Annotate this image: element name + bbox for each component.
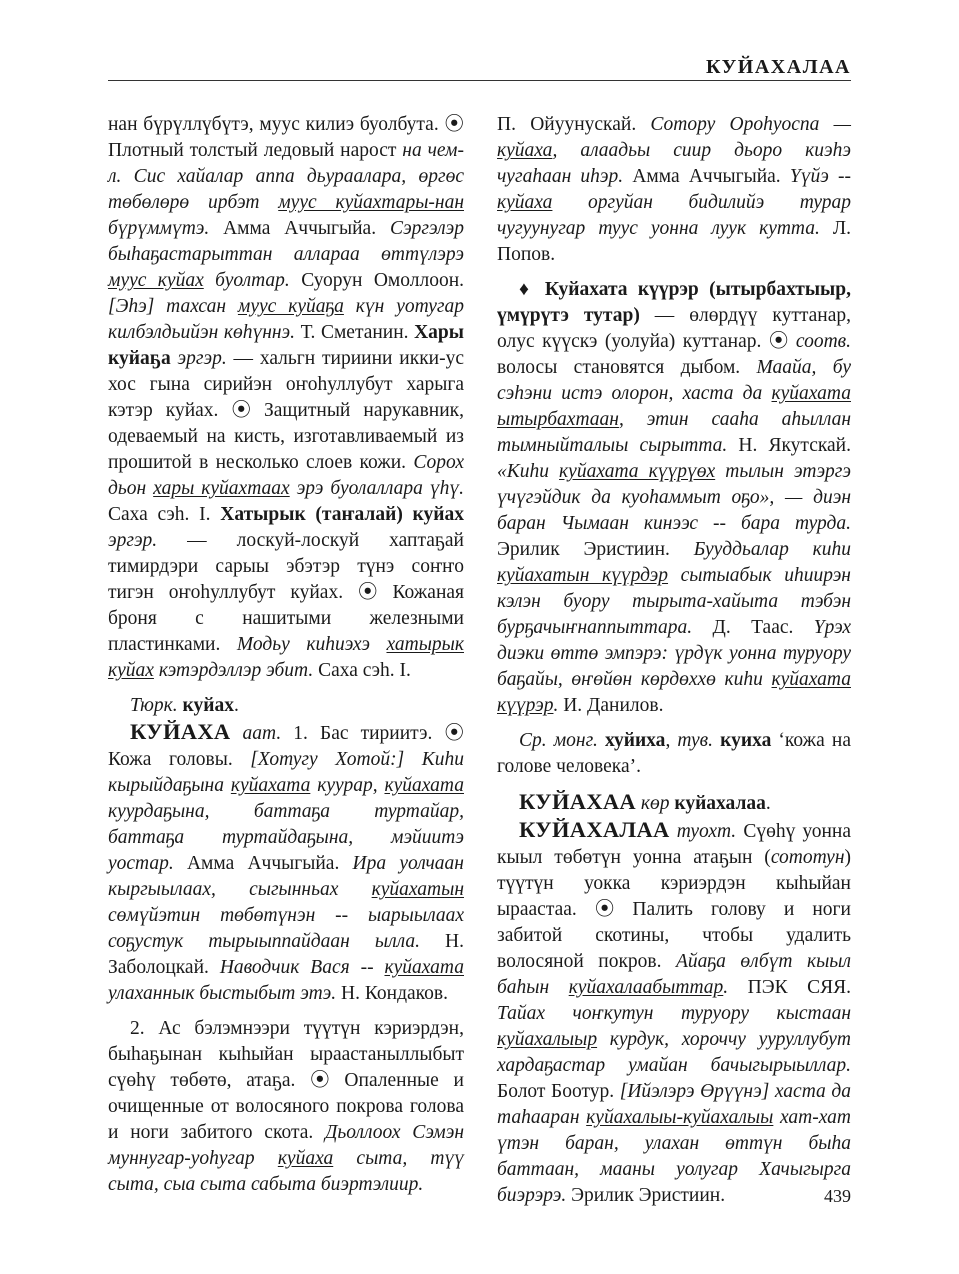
- left-column: [108, 112, 464, 1198]
- text: ⦿ Плотный толстый ледовый нарост: [108, 114, 464, 161]
- citation-source: Эрилик Эристиин.: [497, 539, 694, 560]
- example-text: Үүйэ --: [789, 166, 851, 187]
- example-text: [Хотугу Хотой:] Киһи кырыйдаҕына: [108, 749, 464, 796]
- example-text: Үрэх диэки өттө эмпэрэ: үрдүк уонна туруору баҕайы, өҥөйөн көрдөххө киһи: [497, 617, 851, 690]
- cross-reference-target: куйахалаа: [674, 793, 766, 814]
- punctuation: .: [765, 793, 771, 814]
- example-text: Сэргэлэр быһаҕастарыттан аллараа өттүлэрэ: [108, 218, 464, 265]
- example-text: Сорох дьон: [108, 452, 464, 499]
- part-of-speech: туохт.: [669, 821, 737, 842]
- example-text: [Эһэ] тахсан: [108, 296, 238, 317]
- example-text: кэтэрдэллэр эбит.: [153, 660, 314, 681]
- underlined-term: куйаха: [277, 1148, 334, 1169]
- underlined-term: муус куйахтары-нан: [278, 192, 464, 213]
- example-text: буолтар.: [203, 270, 290, 291]
- example-text: [153, 478, 290, 499]
- example-text: улаханнык быстыбыт этэ.: [108, 983, 337, 1004]
- citation-source: ПЭК СЯЯ.: [728, 977, 852, 998]
- underlined-term: муус куйаҕа: [237, 296, 344, 317]
- underlined-term: хары куйахтаах: [153, 478, 290, 499]
- entry-kuyakha-sense-2: [108, 1016, 464, 1198]
- definition-text: — хальгн тириини икки-ус хос гына сирийэн оҥоһуллубут харыга кэтэр куйах. ⦿ Защитный нарукавник, одеваемый на кисть, изготавливаемый из прошитой в несколько слоев кожи.: [108, 348, 464, 473]
- citation-source: Саха сэһ. I.: [313, 660, 411, 681]
- underlined-term: куйахата күүрэр: [497, 669, 851, 716]
- underlined-term: куйахалаабыттар: [568, 977, 724, 998]
- definition-text: волосы становятся дыбом.: [497, 357, 757, 378]
- definition-text: ) түүтүн уокка кэриэрдэн кыһыйан ыраастаа. ⦿ Палить голову и ноги забитой скотины, чтобы удалить волосяной покров.: [497, 847, 851, 972]
- gloss: ‘кожа на голове человека’.: [497, 730, 851, 777]
- underlined-term: куйахата күүрүөх: [559, 461, 716, 482]
- cross-reference-label: көр: [635, 793, 675, 814]
- example-text: Бууддьалар киһи: [693, 539, 851, 560]
- example-text: [497, 565, 668, 586]
- citation-source: Суорун Омоллоон.: [289, 270, 465, 291]
- entry-continuation-paragraph: [497, 112, 851, 268]
- example-text: на чем-л. Сис хайалар аппа дьураалара, өргөс төбөлөрө ирбэт: [108, 140, 464, 213]
- phrase-paragraph: [497, 277, 851, 719]
- cognate: хуйиха: [604, 730, 666, 751]
- example-text: [231, 775, 311, 796]
- citation-source: И. Данилов.: [558, 695, 664, 716]
- citation-source: Амма Аччыгыйа.: [209, 218, 390, 239]
- citation-source: Д. Таас.: [692, 617, 814, 638]
- language-label: Тюрк.: [130, 695, 178, 716]
- example-text: [586, 1107, 773, 1128]
- citation-source: Эрилик Эристиин.: [566, 1185, 726, 1206]
- example-text: сытыабык иһиирэн кэлэн буору тырыта-хайыта тэбэн бурҕачыҥнаппыттара.: [497, 565, 851, 638]
- usage-label: эргэр.: [170, 348, 227, 369]
- citation-source: П. Ойуунускай.: [497, 114, 651, 135]
- citation-source: Т. Сметанин.: [295, 322, 415, 343]
- example-text: .: [723, 977, 729, 998]
- language-label: Ср. монг.: [519, 730, 605, 751]
- example-text: Модьу киһиэхэ: [236, 634, 387, 655]
- entry-kuyakhaa: [497, 789, 851, 817]
- underlined-term: куйахалыы-куйахалыы: [586, 1107, 774, 1128]
- example-text: сыта, түү сыта, сыа сыта сабыта биэртэлиир.: [108, 1148, 465, 1195]
- text: нан бүрүллүбүтэ, муус килиэ буолбута.: [108, 114, 445, 135]
- example-text: [569, 977, 724, 998]
- example-text: сөмүйэтин төбөтүнэн -- ыарыылаах соҕустук тырыыппайдаан ылла.: [108, 905, 464, 952]
- usage-label: соотв.: [795, 331, 851, 352]
- example-text: эрэ буолаллара үһү.: [289, 478, 464, 499]
- etymology-line: [108, 693, 464, 719]
- example-text: [497, 140, 552, 161]
- headword: КУЙАХАА: [519, 789, 636, 814]
- example-text: , этин сааһа аһыллан тымныйталыы сырытта.: [497, 409, 851, 456]
- page-number: 439: [824, 1186, 851, 1206]
- diamond-icon: ♦: [519, 279, 535, 300]
- citation-source: Н. Кондаков.: [336, 983, 448, 1004]
- citation-source: Н. Якутскай.: [727, 435, 851, 456]
- example-text: [497, 192, 552, 213]
- running-title: КУЙАХАЛАА: [706, 56, 851, 78]
- definition-text: — өлөрдүү куттанар, олус күүскэ (уолуйа) куттанар. ⦿: [497, 305, 851, 352]
- example-text: , алаадьы сиир дьоро киэһэ чугаһаан иһэр.: [497, 140, 851, 187]
- headword: КУЙАХАЛАА: [519, 817, 670, 842]
- underlined-term: куйаха: [497, 192, 553, 213]
- example-text: Маайа, бу сэһэни истэ олорон, хаста да: [497, 357, 851, 404]
- citation-source: Болот Боотур.: [497, 1081, 620, 1102]
- citation-source: Амма Аччыгыйа.: [623, 166, 790, 187]
- example-text: Ира уолчаан кыргыылаах, сыгынньах: [108, 853, 464, 900]
- example-text: куурдаҕына, баттаҕа туртайар, баттаҕа туртайдаҕына, мэйиитэ уостар.: [108, 801, 464, 874]
- example-text: [384, 957, 464, 978]
- example-text: [238, 296, 344, 317]
- example-text: [559, 461, 715, 482]
- example-text: [384, 775, 464, 796]
- citation-source: Амма Аччыгыйа.: [173, 853, 353, 874]
- definition-text: Сүөһү уонна кыыл төбөтүн уонна атаҕын (: [497, 821, 851, 868]
- example-text: [Ийэлэрэ Өрүүнэ] хаста да таһааран: [497, 1081, 852, 1128]
- underlined-term: куйахатын: [371, 879, 464, 900]
- underlined-term: куйахата: [230, 775, 311, 796]
- example-text: куурар,: [310, 775, 385, 796]
- cognate: куиха: [720, 730, 772, 751]
- underlined-term: муус куйах: [108, 270, 204, 291]
- definition-text: 1. Бас тириитэ. ⦿ Кожа головы.: [108, 723, 464, 770]
- example-text: «Киһи: [497, 461, 560, 482]
- example-text: [278, 1148, 333, 1169]
- example-text: [497, 1029, 597, 1050]
- part-of-speech: аат.: [230, 723, 282, 744]
- set-phrase: Куйахата күүрэр (ытырбахтыыр, үмүрүтэ тутар): [497, 279, 851, 326]
- underlined-term: куйахата: [384, 775, 464, 796]
- example-text: тылын этэргэ үчүгэйдик да куоһаммыт оҕо», — диэн баран Чымаан кинээс -- бара турда.: [497, 461, 851, 534]
- example-text: оргуйан бидилийэ турар чугуунугар туус уонна луук кутта.: [497, 192, 851, 239]
- subentry-phrase: Хатырык (таҥалай) куйах: [220, 504, 464, 525]
- subentry-phrase: Хары куйаҕа: [108, 322, 464, 369]
- definition-text: — лоскуй-лоскуй хаптаҕай тимирдэри сарыы эбэтэр түнэ соҥҥо тигэн оҥоһуллубут куйах. ⦿ Кожаная броня с нашитыми железными пластинками.: [108, 530, 464, 655]
- underlined-term: куйахата: [384, 957, 464, 978]
- usage-label: эргэр.: [108, 530, 158, 551]
- language-label: тув.: [677, 730, 721, 751]
- example-text: [278, 192, 464, 213]
- citation-source: Л. Попов.: [497, 218, 851, 265]
- underlined-term: куйаха: [497, 140, 553, 161]
- example-text: күн уотугар килбэлдьийэн көһүннэ.: [108, 296, 465, 343]
- underlined-term: куйахатын күүрдэр: [497, 565, 669, 586]
- example-text: Дьоллоох Сэмэн муннугар-уоһугар: [108, 1122, 465, 1169]
- headword: КУЙАХА: [130, 719, 231, 744]
- example-text: Тайах чоҥкутун туруору кыстаан: [497, 1003, 851, 1024]
- example-text: [372, 879, 464, 900]
- entry-kuyakhalaa: [497, 817, 851, 1209]
- etymon: куйах: [182, 695, 234, 716]
- entry-kuyakha: [108, 719, 464, 1007]
- example-text: Наводчик Вася --: [219, 957, 385, 978]
- underlined-term: куйахалыыр: [497, 1029, 598, 1050]
- header-rule: [108, 80, 851, 81]
- comparison-line: [497, 728, 851, 780]
- punctuation: ,: [665, 730, 678, 751]
- definition-term: сототун: [770, 847, 845, 868]
- definition-text: 2. Ас бэлэмнээри түүтүн кэриэрдэн, быһаҕынан кыһыйан ыраастаныллыбыт сүөһү төбөтө, атаҕа. ⦿ Опаленные и очищенные от волосяного покрова голова и ноги забитого скота.: [108, 1018, 464, 1143]
- example-text: хат-хат үтэн баран, улахан өттүн быһа баттаан, мааны уолугар Хачыгырга биэрэрэ.: [497, 1107, 851, 1206]
- example-text: Сотору Ороһуоспа —: [650, 114, 851, 135]
- example-text: курдук, хороччу ууруллубут хардаҕастар умайан бачыгырыыллар.: [497, 1029, 851, 1076]
- citation-source: Н. Заболоцкай.: [108, 931, 464, 978]
- example-text: .: [553, 695, 559, 716]
- underlined-term: куйахата ытырбахтаан: [497, 383, 851, 430]
- example-text: Айаҕа өлбүт кыыл баһын: [497, 951, 851, 998]
- punctuation: .: [233, 695, 239, 716]
- example-text: бүрүммүтэ.: [108, 218, 210, 239]
- right-column: [497, 112, 851, 1209]
- entry-continuation-paragraph: [108, 112, 464, 684]
- underlined-term: хатырык куйах: [108, 634, 464, 681]
- citation-source: Саха сэһ. I.: [108, 504, 221, 525]
- example-text: [108, 270, 204, 291]
